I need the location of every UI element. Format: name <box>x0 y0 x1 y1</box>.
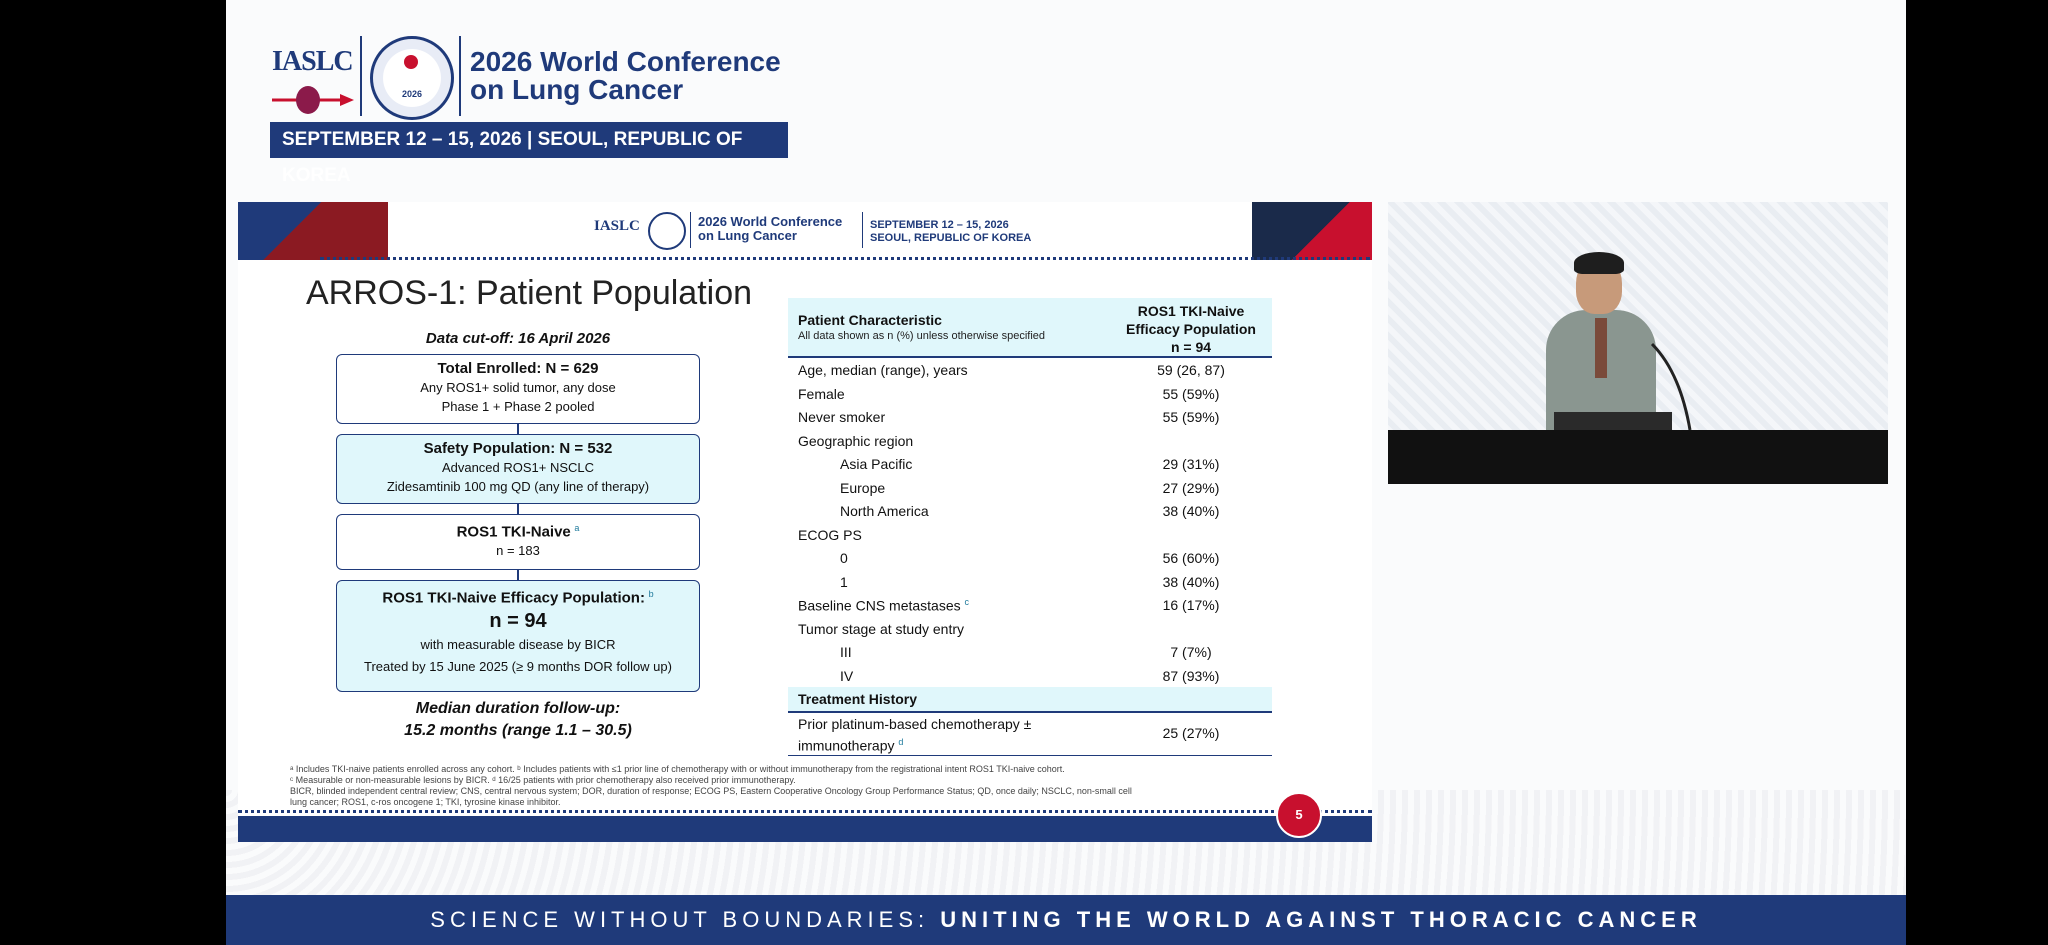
table-row <box>788 382 1272 406</box>
flow-box-line: Advanced ROS1+ NSCLC <box>441 460 595 475</box>
speaker-video <box>1388 202 1888 484</box>
flow-box-line: Zidesamtinib 100 mg QD (any line of therapy) <box>386 479 650 494</box>
row-label: Asia Pacific <box>840 456 913 472</box>
conference-seal-icon <box>370 36 454 120</box>
data-cutoff: Data cut-off: 16 April 2026 <box>425 330 611 347</box>
table-row <box>788 713 1272 756</box>
flow-arrow <box>517 504 519 514</box>
row-value: 56 (60%) <box>1162 550 1220 566</box>
table-header <box>788 298 1272 358</box>
header-divider-2 <box>459 36 461 116</box>
footnote-marker: d <box>898 737 904 747</box>
conference-title-line2: on Lung Cancer <box>470 74 684 105</box>
flow-box-line: Phase 1 + Phase 2 pooled <box>441 399 595 414</box>
row-label-text: Baseline CNS metastases <box>798 597 961 614</box>
table-header-characteristic <box>798 312 1098 342</box>
table-row <box>788 476 1272 500</box>
row-label: Europe <box>840 479 886 496</box>
flow-box-tki-naive <box>336 514 700 570</box>
row-value: 38 (40%) <box>1162 503 1220 519</box>
row-value: 29 (31%) <box>1162 456 1220 472</box>
row-value: 27 (29%) <box>1162 479 1220 496</box>
slide-logo <box>594 210 1034 252</box>
slide-title: ARROS-1: Patient Population <box>306 274 753 312</box>
flow-box-title: Safety Population: N = 532 <box>423 440 613 457</box>
row-value: 25 (27%) <box>1162 725 1220 741</box>
slide <box>238 202 1372 842</box>
row-label: III <box>840 644 852 660</box>
row-value: 38 (40%) <box>1162 573 1220 590</box>
slide-corner-decoration-right <box>1252 202 1372 260</box>
table-section-header <box>788 687 1272 713</box>
flow-box-n: n = 94 <box>489 610 547 633</box>
column-title-line: ROS1 TKI-Naive <box>1137 303 1245 319</box>
followup-label: Median duration follow-up: <box>415 700 621 717</box>
slide-conf-line2: on Lung Cancer <box>698 228 797 243</box>
conference-title-line1: 2026 World Conference <box>470 46 781 77</box>
patient-characteristics-table <box>788 298 1272 756</box>
section-title: Treatment History <box>798 691 918 707</box>
header-divider <box>360 36 362 116</box>
table-row <box>788 617 1272 641</box>
footnote-marker: a <box>574 523 580 533</box>
footnote-marker: b <box>648 589 654 599</box>
speaker-tie <box>1595 318 1607 378</box>
footnote-line: BICR, blinded independent central review; CNS, central nervous system; DOR, duration of response; ECOG PS, Eastern Cooperative Oncology Group Performance Status; QD, once daily; NSCLC, non-small cell <box>290 786 1132 796</box>
table-row <box>788 664 1272 688</box>
row-label: 0 <box>840 550 848 566</box>
flow-box-total-enrolled <box>336 354 700 424</box>
table-row <box>788 546 1272 570</box>
table-row <box>788 593 1272 617</box>
row-value: 87 (93%) <box>1162 667 1220 684</box>
podium <box>1388 430 1888 484</box>
slide-seal-icon <box>648 212 686 250</box>
slide-conf-line1: 2026 World Conference <box>698 214 843 229</box>
slide-date-line2: SEOUL, REPUBLIC OF KOREA <box>870 232 1032 244</box>
table-row <box>788 405 1272 429</box>
flow-box-efficacy-population <box>336 580 700 692</box>
slide-logo-divider-2 <box>862 212 863 248</box>
row-label <box>798 597 969 614</box>
slide-bottom-dotted-divider <box>238 810 1372 813</box>
conference-title <box>470 48 810 104</box>
table-row <box>788 640 1272 664</box>
laptop <box>1554 412 1672 432</box>
followup-value: 15.2 months (range 1.1 – 30.5) <box>404 722 632 739</box>
slide-date-line1: SEPTEMBER 12 – 15, 2026 <box>870 219 1009 231</box>
slide-page-number: 5 <box>1276 792 1322 838</box>
table-row <box>788 523 1272 547</box>
footnote-marker: c <box>964 597 970 607</box>
row-label-text: Prior platinum-based chemotherapy ± immunotherapy <box>798 716 1032 754</box>
iaslc-logo: IASLC <box>272 46 353 77</box>
conference-dates: SEPTEMBER 12 – 15, 2026 | SEOUL, REPUBLIC OF KOREA <box>270 122 788 158</box>
slide-logo-divider <box>690 212 691 248</box>
slide-corner-decoration-left <box>238 202 388 260</box>
row-value: 7 (7%) <box>1170 644 1212 660</box>
flow-box-safety-population <box>336 434 700 504</box>
column-title-line: Efficacy Population <box>1126 321 1256 337</box>
slide-bottom-band <box>238 816 1372 842</box>
flow-box-title: ROS1 TKI-Naive <box>456 523 571 541</box>
slide-iaslc-logo: IASLC <box>594 218 640 234</box>
row-label: ECOG PS <box>798 526 862 543</box>
row-label <box>798 715 1078 755</box>
row-value: 16 (17%) <box>1162 597 1220 613</box>
flow-box-line: n = 183 <box>496 543 540 559</box>
flow-box-line: Treated by 15 June 2025 (≥ 9 months DOR follow up) <box>364 659 672 675</box>
row-value: 59 (26, 87) <box>1157 362 1225 378</box>
table-row <box>788 570 1272 594</box>
row-label: IV <box>840 667 854 684</box>
row-value: 55 (59%) <box>1162 409 1220 425</box>
row-label: North America <box>840 503 929 519</box>
footnote-line: ᶜ Measurable or non-measurable lesions by BICR. ᵈ 16/25 patients with prior chemotherapy also received prior immunotherapy. <box>290 775 796 785</box>
table-row <box>788 429 1272 453</box>
flow-arrow <box>517 424 519 434</box>
flow-box-title: Total Enrolled: N = 629 <box>437 360 599 377</box>
table-header-population <box>1110 302 1272 356</box>
conference-banner <box>226 895 1906 945</box>
column-title-line: n = 94 <box>1170 339 1212 355</box>
slide-conference-title <box>698 215 868 243</box>
seal-sun-icon <box>404 55 418 69</box>
median-followup <box>238 698 798 742</box>
flow-arrow <box>517 570 519 580</box>
column-subtitle: All data shown as n (%) unless otherwise specified <box>798 330 1046 342</box>
flow-box-title: ROS1 TKI-Naive Efficacy Population: <box>382 589 645 607</box>
banner-text-regular: SCIENCE WITHOUT BOUNDARIES: <box>430 907 941 932</box>
table-row <box>788 499 1272 523</box>
lung-logo-icon <box>270 80 356 116</box>
column-title: Patient Characteristic <box>798 312 942 328</box>
footnote-line: lung cancer; ROS1, c-ros oncogene 1; TKI, tyrosine kinase inhibitor. <box>290 797 561 807</box>
flow-box-line: Any ROS1+ solid tumor, any dose <box>420 380 616 395</box>
banner-text-bold: UNITING THE WORLD AGAINST THORACIC CANCER <box>940 907 1702 932</box>
speaker-hair <box>1574 252 1624 274</box>
row-value: 55 (59%) <box>1162 385 1220 402</box>
row-label: Age, median (range), years <box>798 362 968 378</box>
slide-footnotes <box>290 764 1250 808</box>
table-row <box>788 358 1272 382</box>
row-label: Female <box>798 385 845 402</box>
row-label: Never smoker <box>798 409 886 425</box>
flow-box-line: with measurable disease by BICR <box>420 637 616 653</box>
table-row <box>788 452 1272 476</box>
slide-dotted-divider <box>320 257 1370 260</box>
row-label: 1 <box>840 573 848 590</box>
slide-conference-dates <box>870 219 1040 245</box>
row-label: Geographic region <box>798 432 914 449</box>
row-label: Tumor stage at study entry <box>798 620 964 637</box>
seal-year: 2026 <box>401 89 423 99</box>
footnote-line: ᵃ Includes TKI-naive patients enrolled across any cohort. ᵇ Includes patients with ≤1 prior line of chemotherapy with or without immunotherapy from the registrational intent ROS1 TKI-naive cohort. <box>290 764 1065 774</box>
